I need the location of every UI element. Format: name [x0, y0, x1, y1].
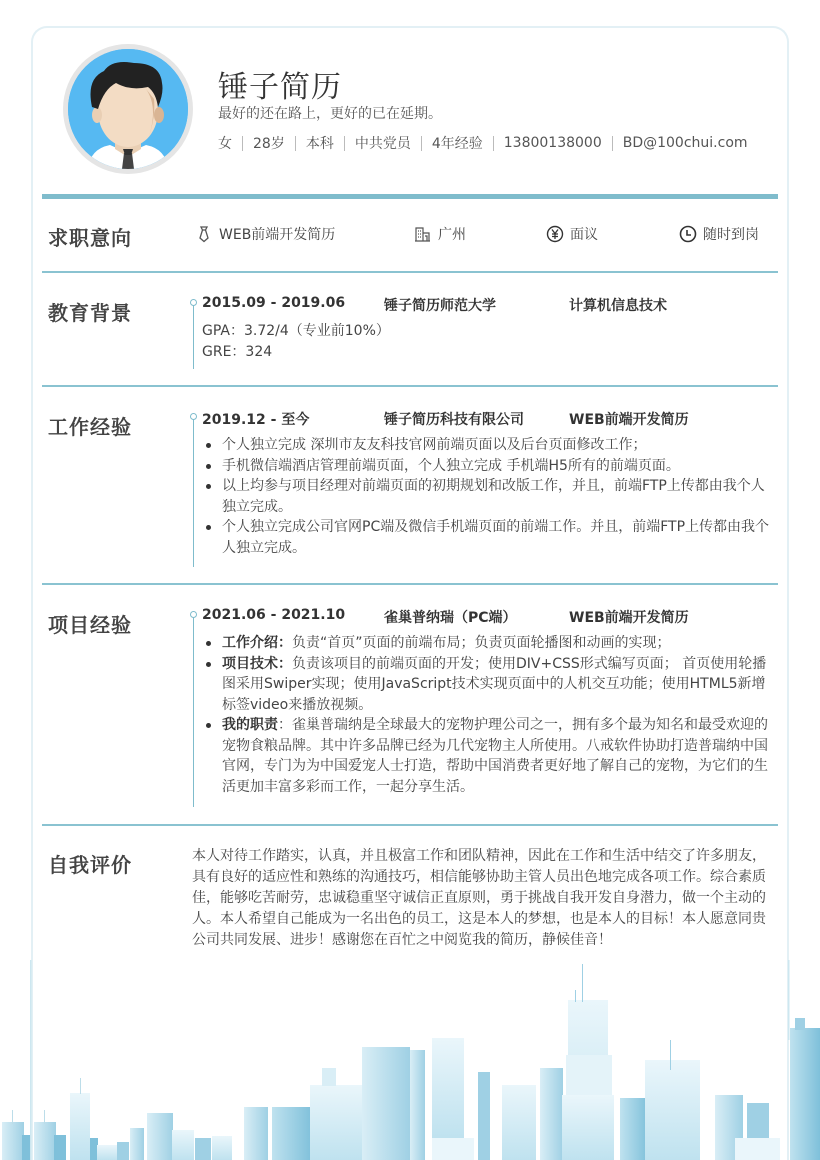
personal-info: [218, 133, 748, 153]
building-icon: [414, 225, 432, 243]
tie-icon: [195, 225, 213, 243]
intent-availability: 随时到岗: [679, 224, 759, 244]
email: BD@100chui.com: [622, 135, 748, 151]
phone: 13800138000: [503, 135, 602, 151]
timeline-dot: [190, 299, 197, 306]
experience-years: 4年经验: [431, 136, 483, 152]
clock-icon: [679, 225, 697, 243]
project-name: 雀巢普纳瑞（PC端）: [384, 610, 517, 626]
timeline-dot: [190, 413, 197, 420]
intent-city: 广州: [414, 224, 466, 244]
timeline-line: [193, 615, 194, 807]
section-divider: [42, 583, 778, 585]
section-divider: [42, 271, 778, 273]
work-company: 锤子简历科技有限公司: [384, 412, 524, 428]
timeline-line: [193, 417, 194, 567]
edu-gre: GRE：324: [202, 344, 273, 360]
section-title-work: 工作经验: [48, 415, 132, 439]
work-position: WEB前端开发简历: [569, 412, 689, 428]
section-title-project: 项目经验: [48, 613, 132, 637]
section-divider: [42, 385, 778, 387]
list-item: 以上均参与项目经理对前端页面的初期规划和改版工作，并且，前端FTP上传都由我个人独立完成。: [202, 476, 774, 517]
section-title-education: 教育背景: [48, 301, 132, 325]
city-skyline-icon: [0, 960, 820, 1160]
list-item: 工作介绍：负责“首页”页面的前端布局；负责页面轮播图和动画的实现；: [202, 633, 774, 654]
section-title-intent: 求职意向: [48, 226, 132, 250]
yen-icon: [546, 225, 564, 243]
section-title-self: 自我评价: [48, 853, 132, 877]
avatar-illustration-icon: [68, 49, 188, 169]
list-item: 个人独立完成公司官网PC端及微信手机端页面的前端工作。并且，前端FTP上传都由我个人独立完成。: [202, 517, 774, 558]
project-period: 2021.06 - 2021.10: [202, 607, 346, 623]
header-divider: [42, 194, 778, 199]
age: 28岁: [253, 136, 285, 152]
intent-position: WEB前端开发简历: [195, 224, 335, 244]
self-evaluation-text: 本人对待工作踏实，认真，并且极富工作和团队精神，因此在工作和生活中结交了许多朋友，具有良好的适应性和熟练的沟通技巧，相信能够协助主管人员出色地完成各项工作。综合素质佳，能够吃苦耐劳，忠诚稳重坚守诚信正直原则，勇于挑战自我开发自身潜力，做一个主动的人。本人希望自己能成为一名出色的员工，这是本人的梦想，也是本人的目标！本人愿意同贵公司共同发展、进步！感谢您在百忙之中阅览我的简历，静候佳音！: [192, 848, 766, 948]
resume-name: 锤子简历: [218, 70, 342, 105]
project-details-list: [202, 633, 774, 797]
gender: 女: [218, 136, 232, 152]
edu-school: 锤子简历师范大学: [384, 298, 496, 314]
motto: 最好的还在路上，更好的已在延期。: [218, 106, 442, 122]
edu-period: 2015.09 - 2019.06: [202, 295, 346, 311]
timeline-dot: [190, 611, 197, 618]
project-role: WEB前端开发简历: [569, 610, 689, 626]
edu-gpa: GPA：3.72/4（专业前10%）: [202, 323, 390, 339]
section-divider: [42, 824, 778, 826]
avatar: [63, 44, 193, 174]
intent-salary: 面议: [546, 224, 598, 244]
degree: 本科: [305, 136, 334, 152]
political-status: 中共党员: [354, 136, 411, 152]
work-duties-list: [202, 435, 774, 558]
work-period: 2019.12 - 至今: [202, 412, 310, 428]
list-item: 我的职责：雀巢普瑞纳是全球最大的宠物护理公司之一，拥有多个最为知名和最受欢迎的宠物食粮品牌。其中许多品牌已经为几代宠物主人所使用。八戒软件协助打造普瑞纳中国官网，专门为为中国爱宠人士打造，帮助中国消费者更好地了解自己的宠物，为它们的生活更加丰富多彩而工作，一起分享生活。: [202, 715, 774, 797]
list-item: 手机微信端酒店管理前端页面，个人独立完成 手机端H5所有的前端页面。: [202, 456, 774, 477]
list-item: 项目技术：负责该项目的前端页面的开发；使用DIV+CSS形式编写页面； 首页使用轮播图采用Swiper实现；使用JavaScript技术实现页面中的人机交互功能；使用HTML5新增标签video来播放视频。: [202, 654, 774, 716]
list-item: 个人独立完成 深圳市友友科技官网前端页面以及后台页面修改工作；: [202, 435, 774, 456]
edu-major: 计算机信息技术: [569, 298, 667, 314]
timeline-line: [193, 303, 194, 369]
